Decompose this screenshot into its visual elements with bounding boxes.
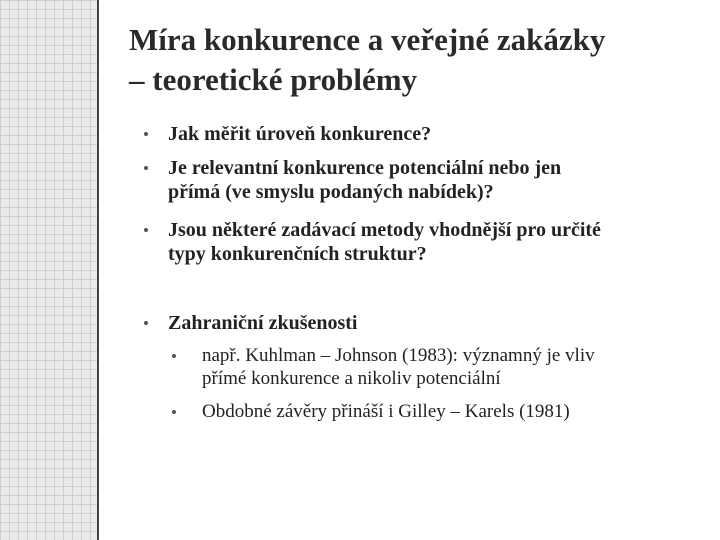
sub-bullet-item bbox=[202, 400, 692, 423]
sub-bullet-text: Obdobné závěry přináší i Gilley – Karels (1981) bbox=[202, 401, 570, 422]
bullet-item bbox=[168, 156, 688, 204]
bullet-item bbox=[168, 218, 688, 266]
bullet-dot-icon bbox=[144, 228, 148, 232]
slide-title-line: Míra konkurence a veřejné zakázky bbox=[129, 22, 606, 57]
slide-title-line: – teoretické problémy bbox=[129, 62, 418, 97]
slide-title bbox=[129, 20, 689, 100]
bullet-text: Jak měřit úroveň konkurence? bbox=[168, 123, 432, 145]
bullet-text: typy konkurenčních struktur? bbox=[168, 243, 427, 265]
decorative-grid-band bbox=[0, 0, 98, 540]
bullet-dot-icon bbox=[172, 410, 176, 414]
bullet-dot-icon bbox=[144, 166, 148, 170]
bullet-dot-icon bbox=[172, 354, 176, 358]
bullet-item bbox=[168, 122, 688, 146]
bullet-text: Je relevantní konkurence potenciální nebo jen bbox=[168, 157, 562, 179]
sub-bullet-text: např. Kuhlman – Johnson (1983): významný je vliv bbox=[202, 345, 595, 366]
bullet-text: přímá (ve smyslu podaných nabídek)? bbox=[168, 181, 494, 203]
vertical-divider bbox=[97, 0, 99, 540]
bullet-dot-icon bbox=[144, 132, 148, 136]
bullet-item bbox=[168, 311, 688, 335]
bullet-dot-icon bbox=[144, 321, 148, 325]
bullet-text: Zahraniční zkušenosti bbox=[168, 312, 358, 334]
sub-bullet-item bbox=[202, 344, 692, 390]
bullet-text: Jsou některé zadávací metody vhodnější pro určité bbox=[168, 219, 601, 241]
sub-bullet-text: přímé konkurence a nikoliv potenciální bbox=[202, 368, 501, 389]
